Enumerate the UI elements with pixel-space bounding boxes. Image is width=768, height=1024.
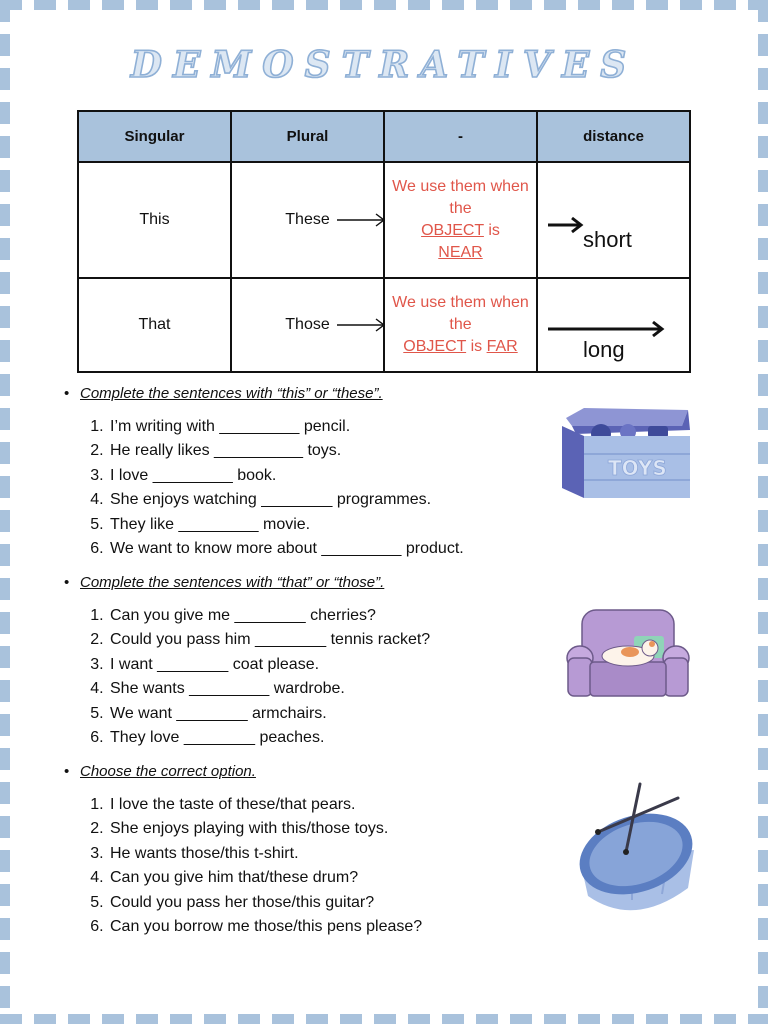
exercise-2-list	[72, 604, 430, 750]
singular-cell: This	[78, 162, 231, 278]
list-item: 4. She enjoys watching ________ programmes.	[108, 488, 464, 512]
plural-word: These	[285, 211, 330, 228]
list-item: 3. I want ________ coat please.	[108, 653, 430, 677]
bullet: •	[64, 763, 70, 780]
table-row	[78, 278, 690, 372]
plural-word: Those	[285, 316, 330, 333]
decorative-border-bottom	[0, 1014, 768, 1024]
table-header-row	[78, 111, 690, 162]
distance-cell	[537, 162, 690, 278]
short-arrow-icon	[546, 215, 586, 235]
toy-box-illustration	[556, 404, 696, 500]
exercise-1-heading: • Complete the sentences with “this” or “these”.	[64, 385, 383, 402]
near-keyword: NEAR	[438, 244, 483, 261]
list-item: 3. He wants those/this t-shirt.	[108, 842, 422, 866]
object-word: OBJECT	[421, 222, 484, 239]
exercise-3-heading: • Choose the correct option.	[64, 763, 256, 780]
list-item: 2. Could you pass him ________ tennis racket?	[108, 628, 430, 652]
decorative-border-right	[758, 0, 768, 1024]
table-row	[78, 162, 690, 278]
usage-explanation: We use them when the OBJECT is FAR	[384, 278, 537, 372]
bullet: •	[64, 574, 70, 591]
plural-cell	[231, 162, 384, 278]
list-item: 5. We want ________ armchairs.	[108, 702, 430, 726]
pointer-arrow-icon	[335, 213, 387, 227]
header-plural: Plural	[231, 111, 384, 162]
object-word: OBJECT	[403, 338, 467, 355]
distance-label: long	[583, 337, 625, 362]
header-singular: Singular	[78, 111, 231, 162]
usage-explanation: We use them when the OBJECT is NEAR	[384, 162, 537, 278]
list-item: 5. Could you pass her those/this guitar?	[108, 891, 422, 915]
list-item: 3. I love _________ book.	[108, 464, 464, 488]
toy-box-label: TOYS	[608, 456, 667, 480]
page-title: DEMOSTRATIVES	[130, 44, 638, 86]
distance-label: short	[583, 227, 632, 252]
decorative-border-left	[0, 0, 10, 1024]
list-item: 1. I’m writing with _________ pencil.	[108, 415, 464, 439]
singular-cell: That	[78, 278, 231, 372]
list-item: 5. They like _________ movie.	[108, 513, 464, 537]
list-item: 1. I love the taste of these/that pears.	[108, 793, 422, 817]
demonstratives-table	[77, 110, 691, 373]
list-item: 6. They love ________ peaches.	[108, 726, 430, 750]
exercise-2-heading: • Complete the sentences with “that” or “those”.	[64, 574, 385, 591]
decorative-border-top	[0, 0, 768, 10]
list-item: 2. She enjoys playing with this/those toys.	[108, 817, 422, 841]
list-item: 4. Can you give him that/these drum?	[108, 866, 422, 890]
far-keyword: FAR	[486, 338, 518, 355]
list-item: 4. She wants _________ wardrobe.	[108, 677, 430, 701]
pointer-arrow-icon	[335, 318, 387, 332]
drum-illustration	[570, 778, 700, 924]
exercise-1-list	[72, 415, 464, 561]
long-arrow-icon	[546, 319, 668, 339]
list-item: 6. Can you borrow me those/this pens please?	[108, 915, 422, 939]
plural-cell	[231, 278, 384, 372]
armchair-cat-illustration	[564, 606, 692, 700]
header-usage: -	[384, 111, 537, 162]
list-item: 1. Can you give me ________ cherries?	[108, 604, 430, 628]
list-item: 2. He really likes __________ toys.	[108, 439, 464, 463]
header-distance: distance	[537, 111, 690, 162]
distance-cell	[537, 278, 690, 372]
exercise-3-list	[72, 793, 422, 939]
bullet: •	[64, 385, 70, 402]
list-item: 6. We want to know more about _________ product.	[108, 537, 464, 561]
